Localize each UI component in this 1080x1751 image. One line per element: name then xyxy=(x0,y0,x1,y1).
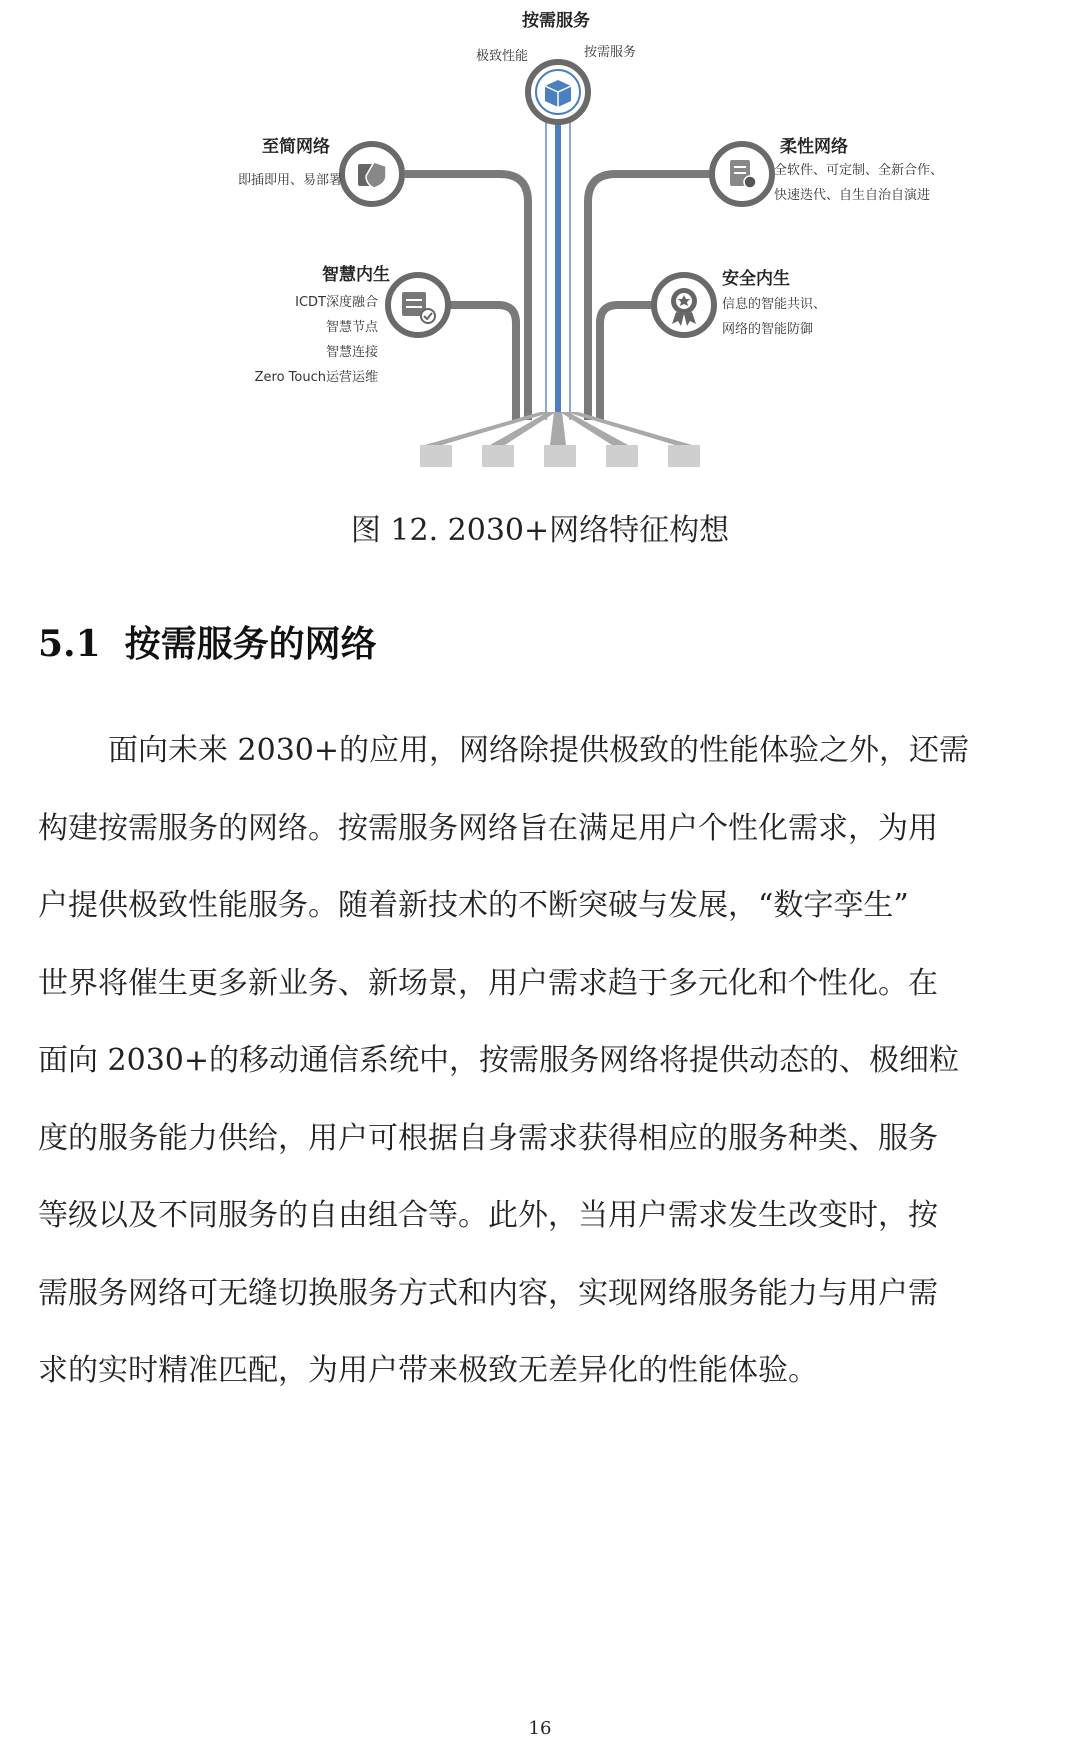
left-lower-desc xyxy=(240,290,378,390)
right-upper-line: 快速迭代、自生自治自演进 xyxy=(774,188,931,203)
shield-device-icon xyxy=(358,162,386,188)
paragraph-line: 等级以及不同服务的自由组合等。此外，当用户需求发生改变时，按 xyxy=(38,1198,938,1233)
left-upper-desc xyxy=(238,168,342,193)
right-lower-node xyxy=(654,275,714,335)
left-lower-line: Zero Touch运营运维 xyxy=(254,370,378,385)
left-lower-title: 智慧内生 xyxy=(322,265,390,285)
right-lower-desc xyxy=(722,292,826,342)
paragraph-line: 度的服务能力供给，用户可根据自身需求获得相应的服务种类、服务 xyxy=(38,1120,938,1156)
left-upper-line: 即插即用、易部署 xyxy=(238,173,343,188)
right-lower-line: 信息的智能共识、 xyxy=(722,297,827,312)
paragraph-line: 面向未来 2030+的应用，网络除提供极致的性能体验之外，还需 xyxy=(108,733,970,768)
section-number: 5.1 xyxy=(38,623,101,665)
top-node-title: 按需服务 xyxy=(522,11,590,31)
page-number: 16 xyxy=(528,1718,552,1739)
top-node-left-tag: 极致性能 xyxy=(476,49,529,64)
figure-caption: 图 12. 2030+网络特征构想 xyxy=(350,513,730,548)
paragraph-line: 面向 2030+的移动通信系统中，按需服务网络将提供动态的、极细粒 xyxy=(38,1043,960,1078)
left-lower-node xyxy=(388,275,448,335)
left-upper-node xyxy=(342,144,402,204)
top-node-right-tag: 按需服务 xyxy=(584,45,637,60)
left-upper-title: 至简网络 xyxy=(262,137,330,157)
right-upper-desc xyxy=(774,158,943,208)
branch-left-lower xyxy=(445,305,516,420)
top-node xyxy=(528,62,588,122)
left-lower-line: 智慧连接 xyxy=(325,345,378,360)
paragraph-line: 户提供极致性能服务。随着新技术的不断突破与发展，“数字孪生” xyxy=(38,888,909,923)
paragraph-line: 求的实时精准匹配，为用户带来极致无差异化的性能体验。 xyxy=(38,1353,818,1388)
right-lower-line: 网络的智能防御 xyxy=(722,322,814,337)
right-upper-title: 柔性网络 xyxy=(780,137,848,157)
network-vision-figure xyxy=(0,0,1080,480)
roots xyxy=(420,412,700,467)
paragraph-line: 构建按需服务的网络。按需服务网络旨在满足用户个性化需求，为用 xyxy=(38,810,938,846)
right-lower-title: 安全内生 xyxy=(722,269,790,289)
body-paragraph xyxy=(38,712,1070,1410)
left-lower-line: 智慧节点 xyxy=(325,320,378,335)
right-upper-node xyxy=(712,144,772,204)
tree-diagram xyxy=(0,0,1080,480)
paragraph-line: 世界将催生更多新业务、新场景，用户需求趋于多元化和个性化。在 xyxy=(38,965,938,1001)
section-title: 按需服务的网络 xyxy=(124,623,377,665)
left-lower-line: ICDT深度融合 xyxy=(295,295,378,310)
section-heading xyxy=(38,616,401,667)
right-upper-line: 全软件、可定制、全新合作、 xyxy=(774,163,944,178)
paragraph-line: 需服务网络可无缝切换服务方式和内容，实现网络服务能力与用户需 xyxy=(38,1275,938,1311)
